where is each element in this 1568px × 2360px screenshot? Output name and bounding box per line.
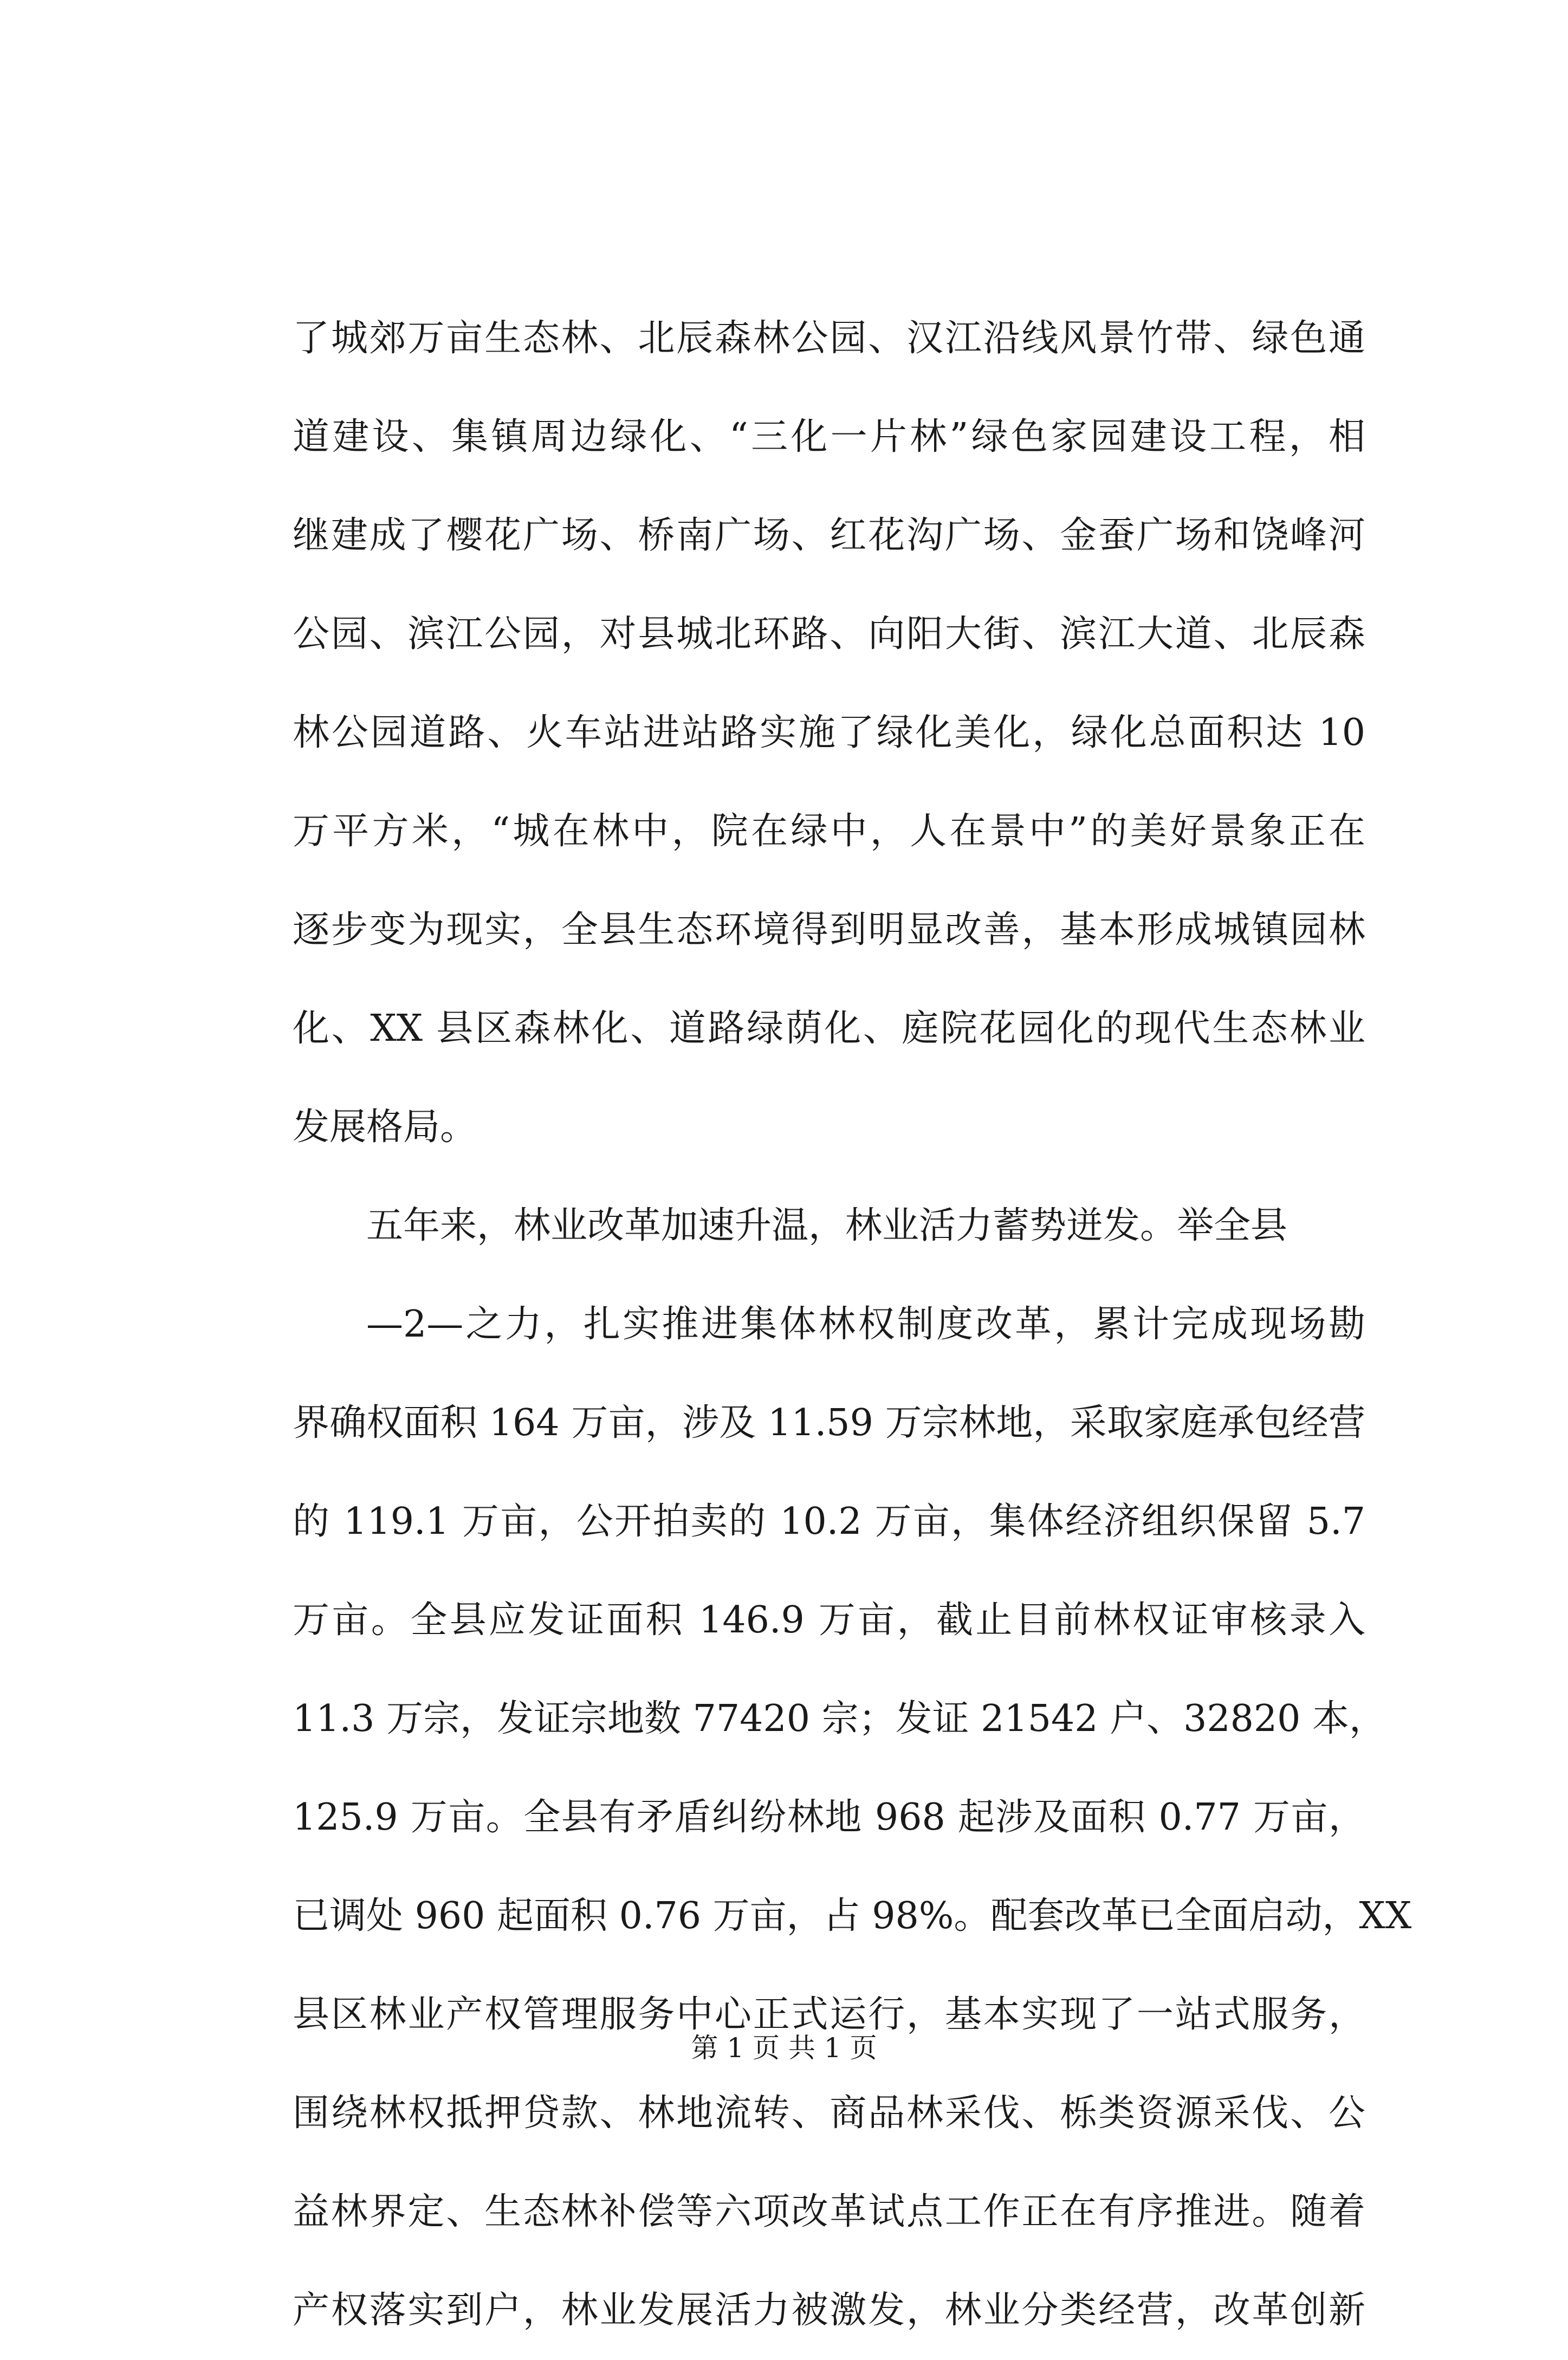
- paragraph-2-line-5: 万亩。全县应发证面积 146.9 万亩，截止目前林权证审核录入: [293, 1599, 1365, 1642]
- paragraph-2-line-7: 125.9 万亩。全县有矛盾纠纷林地 968 起涉及面积 0.77 万亩，: [293, 1796, 1365, 1839]
- paragraph-1-line-9: 发展格局。: [293, 1106, 477, 1149]
- paragraph-2-line-6: 11.3 万宗，发证宗地数 77420 宗；发证 21542 户、32820 本，: [293, 1697, 1386, 1740]
- paragraph-2-line-1: 五年来，林业改革加速升温，林业活力蓄势迸发。举全县: [366, 1204, 1288, 1247]
- paragraph-2-line-12: 产权落实到户，林业发展活力被激发，林业分类经营，改革创新: [293, 2289, 1365, 2332]
- paragraph-2-line-4: 的 119.1 万亩，公开拍卖的 10.2 万亩，集体经济组织保留 5.7: [293, 1500, 1365, 1543]
- paragraph-2-line-9: 县区林业产权管理服务中心正式运行，基本实现了一站式服务，: [293, 1993, 1365, 2036]
- paragraph-1-line-8: 化、XX 县区森林化、道路绿荫化、庭院花园化的现代生态林业: [293, 1007, 1365, 1050]
- paragraph-1-line-5: 林公园道路、火车站进站路实施了绿化美化，绿化总面积达 10: [293, 711, 1365, 754]
- paragraph-1-line-4: 公园、滨江公园，对县城北环路、向阳大街、滨江大道、北辰森: [293, 613, 1365, 656]
- page-number-label: 第 1 页 共 1 页: [691, 2032, 877, 2064]
- paragraph-1-line-6: 万平方米，“城在林中，院在绿中，人在景中”的美好景象正在: [293, 810, 1365, 853]
- paragraph-2-line-10: 围绕林权抵押贷款、林地流转、商品林采伐、栎类资源采伐、公: [293, 2092, 1365, 2135]
- paragraph-1-line-3: 继建成了樱花广场、桥南广场、红花沟广场、金蚕广场和饶峰河: [293, 514, 1365, 557]
- paragraph-2-line-3: 界确权面积 164 万亩，涉及 11.59 万宗林地，采取家庭承包经营: [293, 1402, 1365, 1444]
- paragraph-1-line-2: 道建设、集镇周边绿化、“三化一片林”绿色家园建设工程，相: [293, 416, 1365, 458]
- paragraph-2-line-11: 益林界定、生态林补偿等六项改革试点工作正在有序推进。随着: [293, 2190, 1365, 2233]
- paragraph-2-line-2: —2—之力，扎实推进集体林权制度改革，累计完成现场勘: [366, 1303, 1365, 1346]
- paragraph-2-line-8: 已调处 960 起面积 0.76 万亩，占 98%。配套改革已全面启动，XX: [293, 1895, 1412, 1937]
- page-footer: [0, 2029, 1568, 2067]
- paragraph-1-line-7: 逐步变为现实，全县生态环境得到明显改善，基本形成城镇园林: [293, 909, 1365, 951]
- paragraph-1-line-1: 了城郊万亩生态林、北辰森林公园、汉江沿线风景竹带、绿色通: [293, 317, 1365, 360]
